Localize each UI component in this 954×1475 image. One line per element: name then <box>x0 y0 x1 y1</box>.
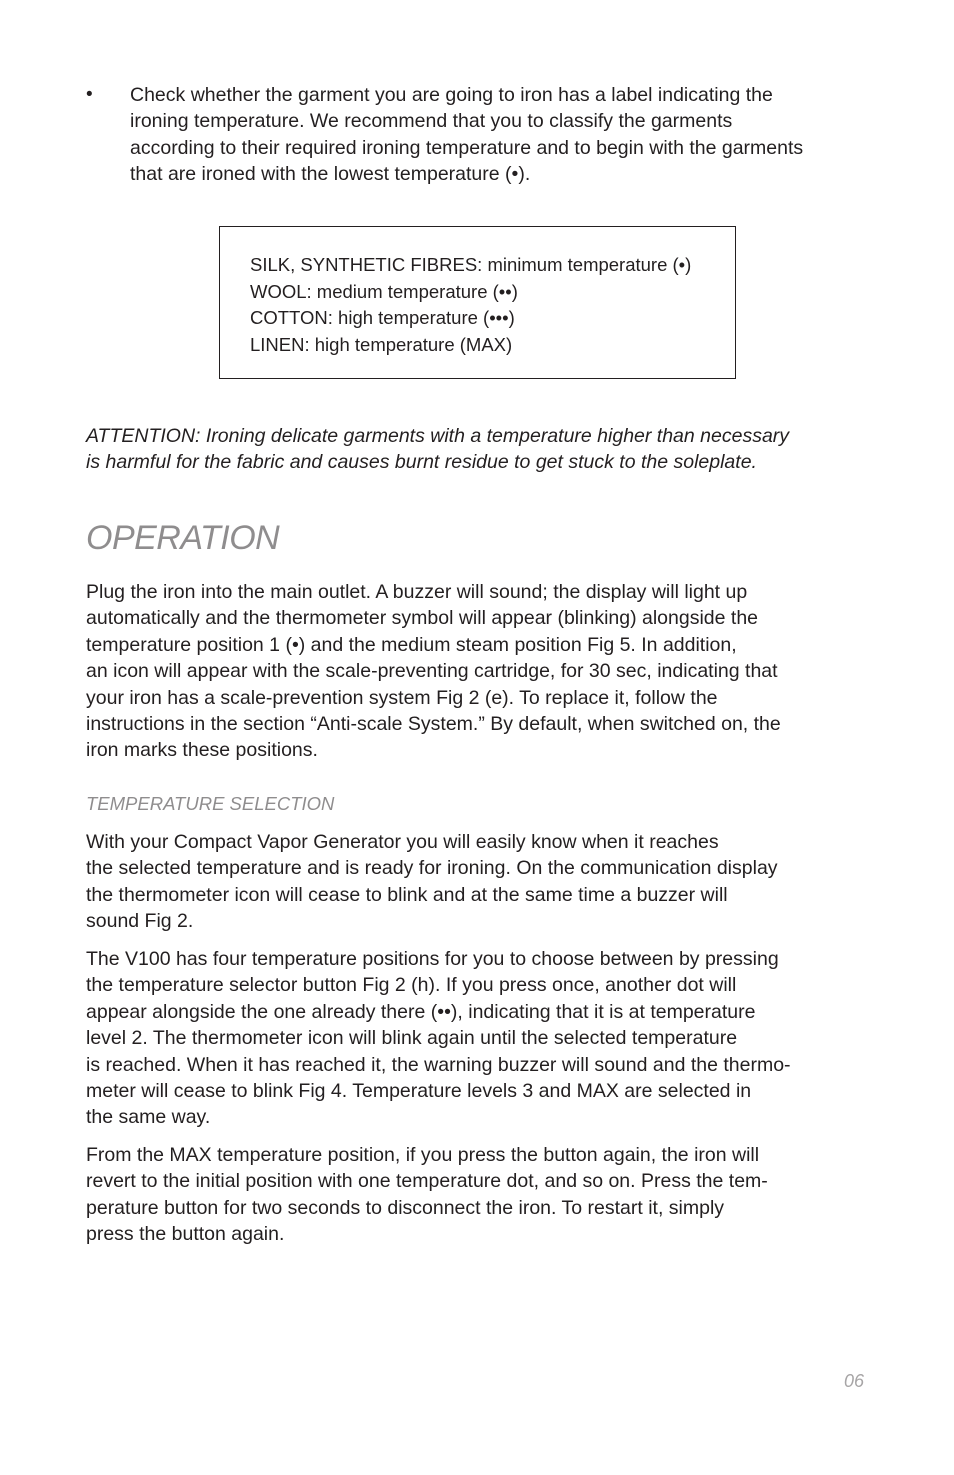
paragraph-line: is reached. When it has reached it, the warning buzzer will sound and the thermo- <box>86 1053 791 1076</box>
operation-line: temperature position 1 (•) and the medium steam position Fig 5. In addition, <box>86 633 737 656</box>
bullet-icon: • <box>86 84 93 105</box>
operation-line: instructions in the section “Anti-scale System.” By default, when switched on, the <box>86 713 781 736</box>
temperature-selection-heading: TEMPERATURE SELECTION <box>86 793 335 814</box>
temperature-guide-cotton: COTTON: high temperature (•••) <box>250 307 515 329</box>
attention-line: is harmful for the fabric and causes burnt residue to get stuck to the soleplate. <box>86 451 757 474</box>
paragraph-line: press the button again. <box>86 1223 285 1246</box>
temperature-selection-paragraph-3 <box>86 1142 871 1248</box>
intro-line: according to their required ironing temperature and to begin with the garments <box>130 136 804 159</box>
paragraph-line: meter will cease to blink Fig 4. Temperature levels 3 and MAX are selected in <box>86 1080 752 1103</box>
intro-line: Check whether the garment you are going to iron has a label indicating the <box>130 84 773 106</box>
operation-line: your iron has a scale-prevention system Fig 2 (e). To replace it, follow the <box>86 686 718 709</box>
temperature-guide-linen: LINEN: high temperature (MAX) <box>250 333 513 355</box>
page-number: 06 <box>844 1371 865 1391</box>
operation-line: automatically and the thermometer symbol will appear (blinking) alongside the <box>86 607 759 630</box>
operation-heading: OPERATION <box>86 519 280 557</box>
attention-note <box>86 423 876 476</box>
paragraph-line: appear alongside the one already there (••), indicating that it is at temperature <box>86 1000 756 1023</box>
paragraph-line: the selected temperature and is ready for ironing. On the communication display <box>86 857 778 880</box>
intro-text <box>130 82 866 188</box>
paragraph-line: The V100 has four temperature positions for you to choose between by pressing <box>86 948 779 970</box>
paragraph-line: the temperature selector button Fig 2 (h). If you press once, another dot will <box>86 974 737 997</box>
temperature-guide-silk: SILK, SYNTHETIC FIBRES: minimum temperature (•) <box>250 254 692 275</box>
operation-line: an icon will appear with the scale-preventing cartridge, for 30 sec, indicating that <box>86 660 778 683</box>
temperature-selection-paragraph-2 <box>86 946 871 1131</box>
intro-line: ironing temperature. We recommend that you to classify the garments <box>130 110 733 133</box>
intro-bullet-item <box>86 82 866 188</box>
paragraph-line: From the MAX temperature position, if you press the button again, the iron will <box>86 1144 760 1166</box>
paragraph-line: perature button for two seconds to disconnect the iron. To restart it, simply <box>86 1196 725 1219</box>
attention-line: ATTENTION: Ironing delicate garments with a temperature higher than necessary <box>86 425 790 447</box>
paragraph-line: level 2. The thermometer icon will blink again until the selected temperature <box>86 1027 738 1050</box>
operation-line: Plug the iron into the main outlet. A buzzer will sound; the display will light up <box>86 581 748 603</box>
paragraph-line: the thermometer icon will cease to blink and at the same time a buzzer will <box>86 883 728 906</box>
paragraph-line: sound Fig 2. <box>86 910 194 933</box>
intro-line: that are ironed with the lowest temperature (•). <box>130 163 531 186</box>
temperature-guide-wool: WOOL: medium temperature (••) <box>250 280 518 302</box>
operation-paragraph <box>86 579 871 764</box>
paragraph-line: revert to the initial position with one temperature dot, and so on. Press the tem- <box>86 1170 768 1193</box>
temperature-guide-box <box>219 226 736 379</box>
temperature-selection-paragraph-1 <box>86 829 871 935</box>
paragraph-line: With your Compact Vapor Generator you will easily know when it reaches <box>86 831 719 853</box>
operation-line: iron marks these positions. <box>86 739 318 762</box>
paragraph-line: the same way. <box>86 1106 211 1129</box>
